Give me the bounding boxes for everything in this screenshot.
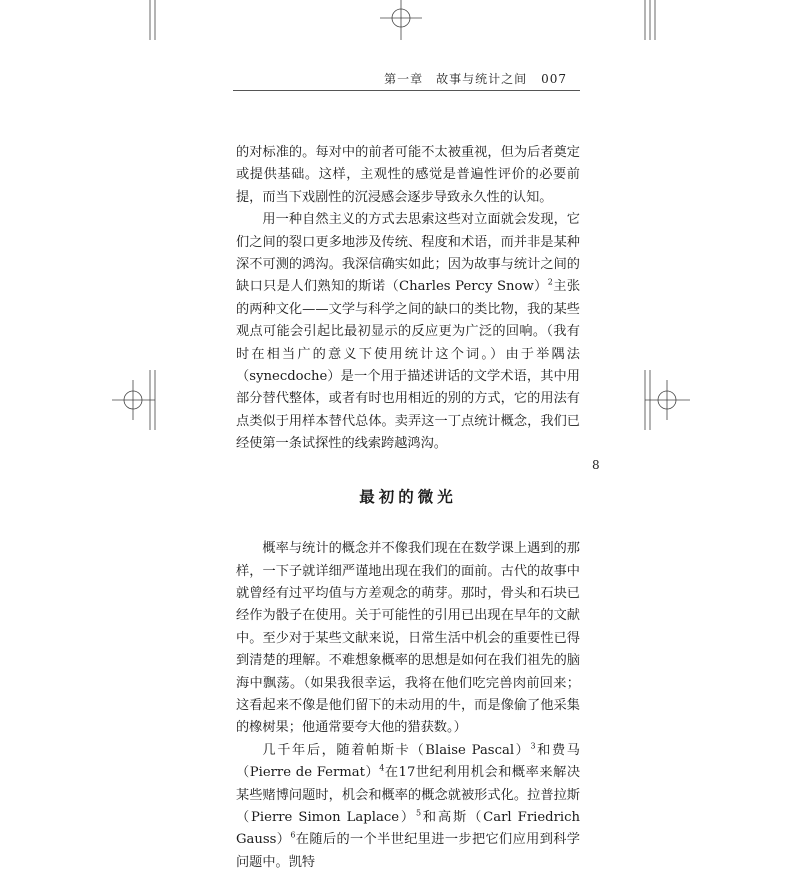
paragraphs-before-section <box>236 142 580 456</box>
paragraph-text: 几千年后，随着帕斯卡（Blaise Pascal） <box>262 742 531 758</box>
body-text <box>236 142 580 874</box>
paragraph-text: 概率与统计的概念并不像我们现在在数学课上遇到的那样，一下子就详细严谨地出现在我们的面前。古代的故事中就曾经有过平均值与方差观念的萌芽。那时，骨头和石块已经作为骰子在使用。关于可能性的引用已出现在早年的文献中。至少对于某些文献来说，日常生活中机会的重要性已得到清楚的理解。不难想象概率的思想是如何在我们祖先的脑海中飘荡。（如果我很幸运，我将在他们吃完兽肉前回来；这看起来不像是他们留下的未动用的牛，而是像偷了他采集的橡树果；他通常要夸大他的猎获数。） <box>236 541 580 736</box>
paragraph <box>236 740 580 874</box>
paragraph <box>236 538 580 740</box>
paragraph-text: 和高斯（Carl Friedrich Gauss） <box>236 809 580 848</box>
registration-target-left <box>112 370 155 430</box>
paragraph-text: 的对标准的。每对中的前者可能不太被重视，但为后者奠定或提供基础。这样，主观性的感觉是普遍性评价的必要前提，而当下戏剧性的沉浸感会逐步导致永久性的认知。 <box>236 145 580 205</box>
paragraph-text: 用一种自然主义的方式去思索这些对立面就会发现，它们之间的裂口更多地涉及传统、程度和术语，而并非是某种深不可测的鸿沟。我深信确实如此；因为故事与统计之间的缺口只是人们熟知的斯诺（Charles Percy Snow） <box>236 212 580 295</box>
section-heading: 最初的微光 <box>359 486 457 506</box>
chapter-title: 第一章 故事与统计之间 <box>384 72 528 86</box>
registration-target-top <box>380 0 422 40</box>
registration-mark-top-left <box>150 0 155 40</box>
page-number: 007 <box>541 72 567 86</box>
footnote-marker: 3 <box>530 741 536 751</box>
paragraphs-after-section <box>236 538 580 874</box>
header-rule <box>233 90 580 91</box>
footnote-marker: 6 <box>290 830 296 840</box>
paragraph-text: 和费马（Pierre de Fermat） <box>236 742 580 781</box>
registration-mark-top-right <box>645 0 655 40</box>
paragraph-text: 主张的两种文化——文学与科学之间的缺口的类比物，我的某些观点可能会引起比最初显示的反应更为广泛的回响。（我有时在相当广的意义下使用统计这个词。）由于举隅法（synecdoche）是一个用于描述讲话的文学术语，其中用部分替代整体，或者有时也用相近的别的方式，它的用法有点类似于用样本替代总体。卖弄这一丁点统计概念，我们已经使第一条试探性的线索跨越鸿沟。 <box>236 279 581 452</box>
footnote-marker: 4 <box>379 763 385 773</box>
footnote-marker: 2 <box>547 278 553 288</box>
paragraph <box>236 142 580 209</box>
paragraph <box>236 209 580 455</box>
footnote-marker: 5 <box>415 808 422 818</box>
paragraph-text: 在17世纪利用机会和概率来解决某些赌博问题时，机会和概率的概念就被形式化。拉普拉斯（Pierre Simon Laplace） <box>236 765 581 825</box>
running-head <box>384 70 567 87</box>
margin-page-reference: 8 <box>592 458 600 472</box>
paragraph-text: 在随后的一个半世纪里进一步把它们应用到科学问题中。凯特 <box>236 832 580 870</box>
registration-target-right <box>645 370 690 430</box>
